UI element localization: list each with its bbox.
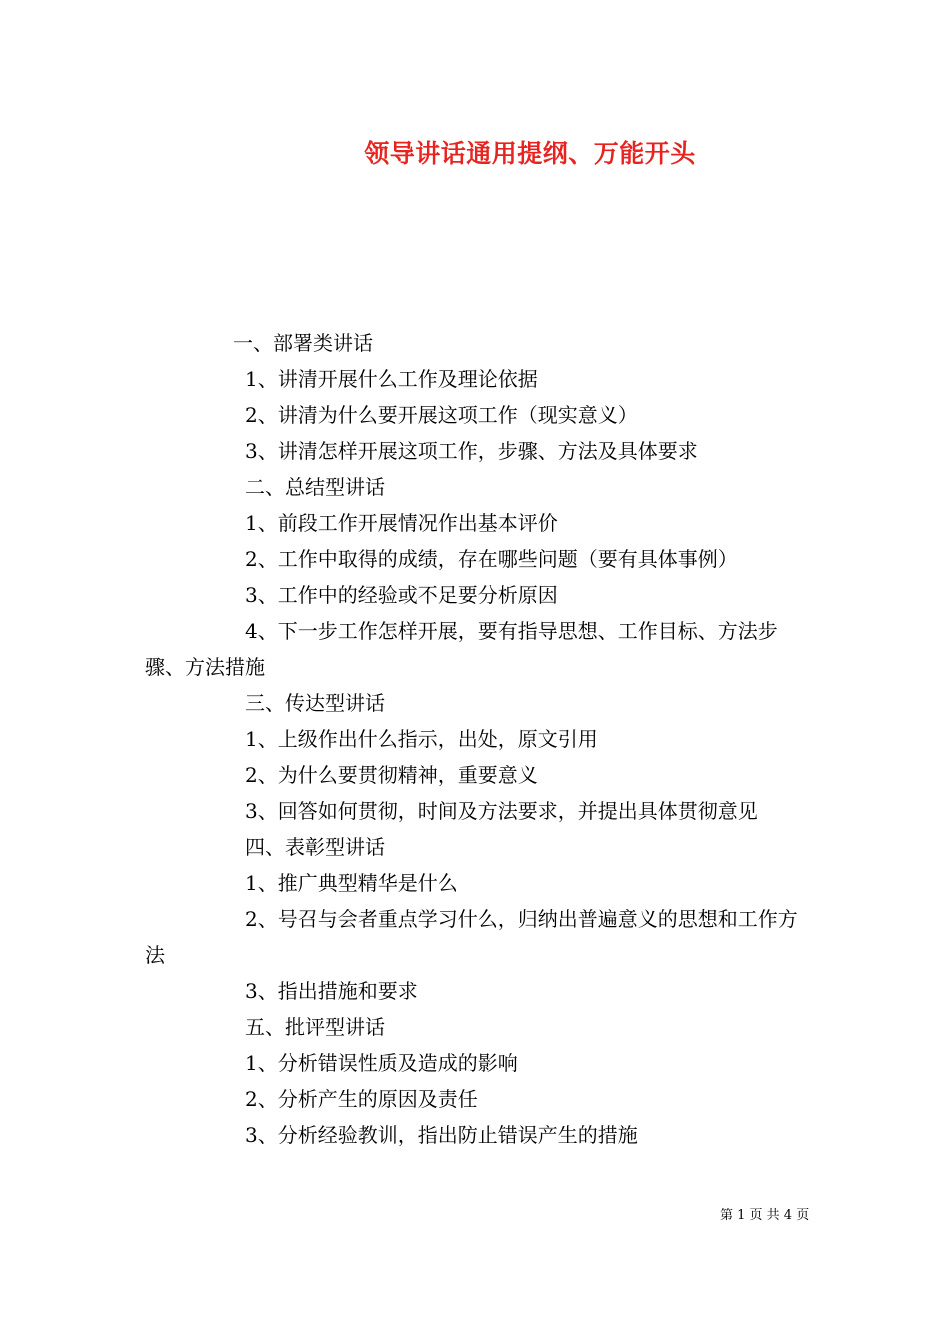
section-heading: 五、批评型讲话 (245, 1015, 385, 1039)
section-heading: 三、传达型讲话 (245, 691, 385, 715)
list-item: 1、上级作出什么指示，出处，原文引用 (245, 727, 598, 751)
list-item: 1、前段工作开展情况作出基本评价 (245, 511, 558, 535)
document-title: 领导讲话通用提纲、万能开头 (364, 139, 696, 168)
list-item: 2、号召与会者重点学习什么，归纳出普遍意义的思想和工作方法 (145, 907, 798, 967)
list-item: 2、为什么要贯彻精神，重要意义 (245, 763, 538, 787)
list-item: 2、工作中取得的成绩，存在哪些问题（要有具体事例） (245, 547, 738, 571)
document-body (145, 325, 810, 1153)
list-item: 3、分析经验教训，指出防止错误产生的措施 (245, 1123, 638, 1147)
list-item: 2、分析产生的原因及责任 (245, 1087, 478, 1111)
list-item: 2、讲清为什么要开展这项工作（现实意义） (245, 403, 638, 427)
list-item: 3、讲清怎样开展这项工作，步骤、方法及具体要求 (245, 439, 698, 463)
list-item: 1、讲清开展什么工作及理论依据 (245, 367, 538, 391)
list-item: 4、下一步工作怎样开展，要有指导思想、工作目标、方法步骤、方法措施 (145, 619, 778, 679)
list-item: 3、工作中的经验或不足要分析原因 (245, 583, 558, 607)
list-item: 1、推广典型精华是什么 (245, 871, 458, 895)
list-item: 1、分析错误性质及造成的影响 (245, 1051, 518, 1075)
section-heading: 四、表彰型讲话 (245, 835, 385, 859)
section-heading: 二、总结型讲话 (245, 475, 385, 499)
section-heading: 一、部署类讲话 (233, 331, 373, 355)
page-number: 第 1 页 共 4 页 (720, 1208, 810, 1223)
list-item: 3、回答如何贯彻，时间及方法要求，并提出具体贯彻意见 (245, 799, 758, 823)
list-item: 3、指出措施和要求 (245, 979, 418, 1003)
